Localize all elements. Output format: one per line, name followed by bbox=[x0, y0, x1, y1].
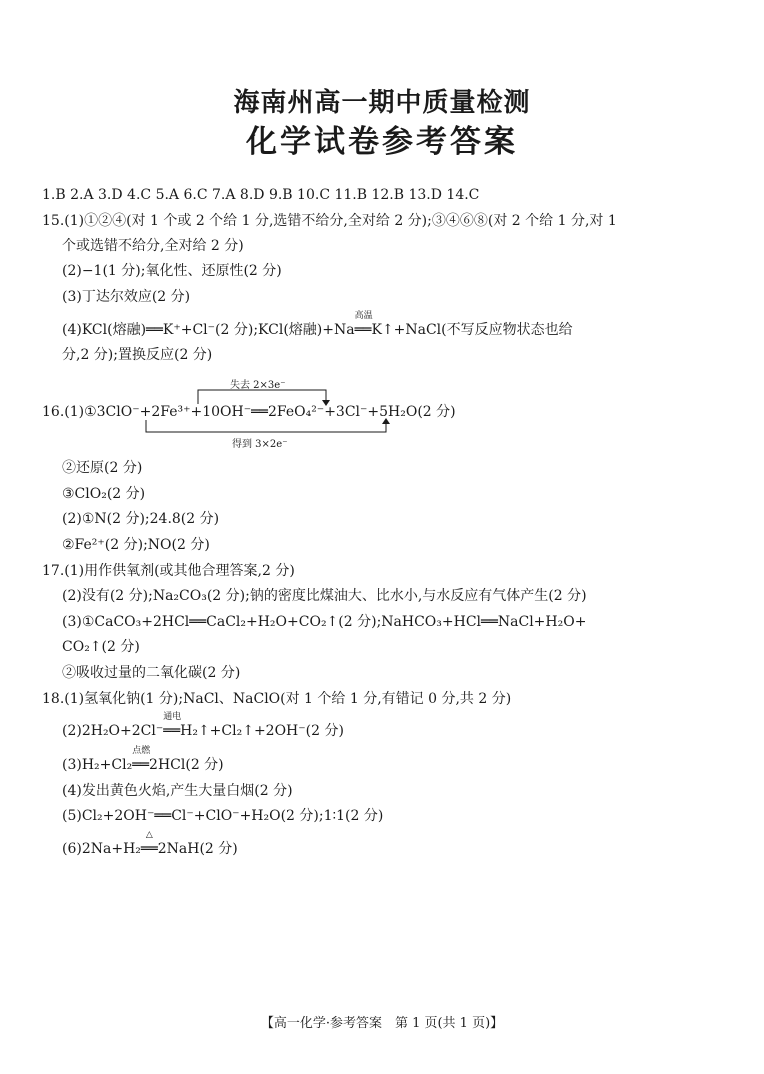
q15-3: (3)丁达尔效应(2 分) bbox=[62, 289, 191, 305]
q15-4-line2: 分,2 分);置换反应(2 分) bbox=[62, 347, 213, 363]
condition-label: △ bbox=[145, 830, 153, 840]
q17-3c: ②吸收过量的二氧化碳(2 分) bbox=[62, 665, 241, 681]
q18-6 bbox=[62, 830, 238, 858]
reaction-condition-heat: △ ══ bbox=[140, 830, 158, 857]
condition-label: 高温 bbox=[354, 311, 373, 321]
q16-2a: (2)①N(2 分);24.8(2 分) bbox=[62, 511, 220, 527]
q16-1-equation: 16.(1)①3ClO⁻+2Fe³⁺+10OH⁻══2FeO₄²⁻+3Cl⁻+5H₂O(2 分) bbox=[42, 404, 456, 420]
q18-3 bbox=[62, 746, 224, 774]
q16-1c: ③ClO₂(2 分) bbox=[62, 486, 146, 502]
reaction-condition-electrolysis: 通电 ══ bbox=[163, 712, 182, 739]
q15-1-line2: 个或选错不给分,全对给 2 分) bbox=[62, 238, 244, 254]
electron-gain-label: 得到 3×2e⁻ bbox=[232, 439, 288, 450]
exam-title: 海南州高一期中质量检测 bbox=[233, 88, 531, 118]
page-footer: 【高一化学·参考答案 第 1 页(共 1 页)】 bbox=[260, 1016, 504, 1031]
q15-1-line1: 15.(1)①②④(对 1 个或 2 个给 1 分,选错不给分,全对给 2 分);③④⑥⑧(对 2 个给 1 分,对 1 bbox=[42, 213, 617, 229]
condition-label: 点燃 bbox=[132, 746, 151, 756]
q16-1b: ②还原(2 分) bbox=[62, 460, 143, 476]
q16-2b: ②Fe²⁺(2 分);NO(2 分) bbox=[62, 537, 210, 553]
condition-label: 通电 bbox=[163, 712, 182, 722]
q17-3-line2: CO₂↑(2 分) bbox=[62, 639, 140, 655]
q15-4-equation-left: (4)KCl(熔融)══K⁺+Cl⁻(2 分);KCl(熔融)+Na bbox=[62, 322, 355, 338]
q18-2-right: H₂↑+Cl₂↑+2OH⁻(2 分) bbox=[180, 723, 344, 739]
q17-3-line1: (3)①CaCO₃+2HCl══CaCl₂+H₂O+CO₂↑(2 分);NaHCO₃+HCl══NaCl+H₂O+ bbox=[62, 614, 587, 630]
q18-5: (5)Cl₂+2OH⁻══Cl⁻+ClO⁻+H₂O(2 分);1∶1(2 分) bbox=[62, 808, 384, 824]
reaction-condition-ignition: 点燃 ══ bbox=[132, 746, 151, 773]
q18-1: 18.(1)氢氧化钠(1 分);NaCl、NaClO(对 1 个给 1 分,有错记 0 分,共 2 分) bbox=[42, 691, 512, 707]
q18-6-right: 2NaH(2 分) bbox=[157, 841, 238, 857]
q18-3-right: 2HCl(2 分) bbox=[149, 757, 224, 773]
q17-2: (2)没有(2 分);Na₂CO₃(2 分);钠的密度比煤油大、比水小,与水反应有气体产生(2 分) bbox=[62, 588, 587, 604]
electron-transfer-diagram bbox=[0, 0, 764, 460]
answer-key-title: 化学试卷参考答案 bbox=[246, 124, 518, 160]
q18-4: (4)发出黄色火焰,产生大量白烟(2 分) bbox=[62, 783, 293, 799]
q18-6-left: (6)2Na+H₂ bbox=[62, 841, 141, 857]
q18-3-left: (3)H₂+Cl₂ bbox=[62, 757, 133, 773]
reaction-condition-high-temp: 高温 ══ bbox=[354, 311, 373, 338]
q15-4-equation-right: K↑+NaCl(不写反应物状态也给 bbox=[371, 322, 573, 338]
q18-2 bbox=[62, 712, 344, 740]
q17-1: 17.(1)用作供氧剂(或其他合理答案,2 分) bbox=[42, 563, 295, 579]
q15-2: (2)−1(1 分);氧化性、还原性(2 分) bbox=[62, 263, 282, 279]
electron-loss-label: 失去 2×3e⁻ bbox=[230, 380, 286, 391]
q18-2-left: (2)2H₂O+2Cl⁻ bbox=[62, 723, 164, 739]
choice-answers: 1.B 2.A 3.D 4.C 5.A 6.C 7.A 8.D 9.B 10.C 11.B 12.B 13.D 14.C bbox=[42, 187, 480, 203]
